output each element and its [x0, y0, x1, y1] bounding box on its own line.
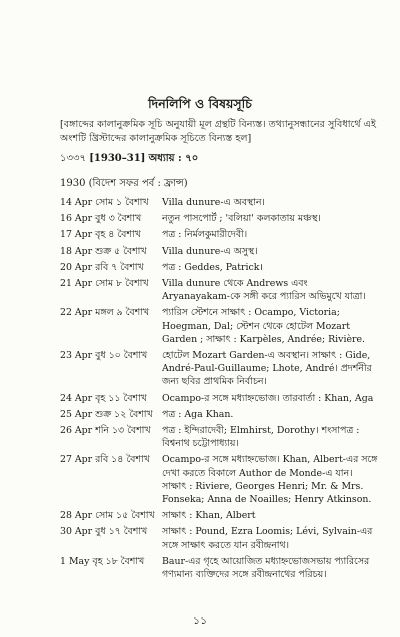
entry-text: সাক্ষাৎ : Pound, Ezra Loomis; Lévi, Sylvain-এর সঙ্গে সাক্ষাৎ করতে যান রবীন্দ্রনাথ।	[162, 526, 373, 551]
entry-date: 14 Apr সোম ১ বৈশাখ	[60, 197, 149, 208]
intro-note: [বঙ্গাব্দের কালানুক্রমিক সূচি অনুযায়ী মূল গ্রন্থটি বিন্যস্ত। তথ্যানুসন্ধানের সুবিধার্থে এই অংশটি খ্রিস্টাব্দের কালানুক্রমিক সূচিতে বিন্যস্ত হল]	[60, 119, 376, 144]
diary-entry	[60, 261, 378, 274]
entry-text: Villa dunure-এ অসুস্থ।	[162, 245, 258, 257]
entry-date: 25 Apr শুক্র ১২ বৈশাখ	[60, 408, 153, 420]
entry-text: Villa dunure থেকে Andrews এবং Aryanayakam-কে সঙ্গী করে প্যারিস অভিমুখে যাত্রা।	[162, 278, 366, 303]
entry-date: 1 May বৃহ ১৮ বৈশাখ	[60, 555, 145, 567]
diary-entries	[60, 196, 378, 584]
entry-date: 27 Apr রবি ১৪ বৈশাখ	[60, 454, 150, 466]
entry-date: 24 Apr বৃহ ১১ বৈশাখ	[60, 392, 147, 404]
entry-date: 28 Apr সোম ১৫ বৈশাখ	[60, 510, 155, 522]
entry-date: 22 Apr মঙ্গল ৯ বৈশাখ	[60, 307, 150, 319]
entry-text: সাক্ষাৎ : Khan, Albert	[162, 510, 256, 522]
diary-entry	[60, 509, 378, 522]
entry-text: পত্র : নির্মলকুমারীদেবী।	[162, 229, 248, 241]
diary-entry	[60, 196, 378, 209]
diary-entry	[60, 392, 378, 405]
diary-entry	[60, 228, 378, 241]
entry-text: হোটেল Mozart Garden-এ অবস্থান। সাক্ষাৎ : Gide, André-Paul-Guillaume; Lhote, André। প্রদর্শনীর জন্য ছবির প্রাথমিক নির্বাচন।	[162, 350, 372, 388]
diary-entry	[60, 424, 378, 450]
diary-entry	[60, 555, 378, 581]
diary-entry	[60, 212, 378, 225]
diary-entry	[60, 245, 378, 258]
page-title: দিনলিপি ও বিষয়সূচি	[148, 96, 252, 111]
entry-text: নতুন পাসপোর্ট ; 'বলিয়া' কলকাতায় মঞ্চস্থ।	[162, 213, 321, 225]
chapter-range: [1930–31]	[89, 153, 146, 164]
entry-text: Ocampo-র সঙ্গে মধ্যাহ্নভোজ। তারবার্তা : Khan, Aga	[162, 392, 374, 404]
entry-date: 17 Apr বৃহ ৪ বৈশাখ	[60, 229, 141, 241]
entry-text: Baur-এর গৃহে আয়োজিত মধ্যাহ্নভোজসভায় প্যারিসের গণ্যমান্য ব্যক্তিদের সঙ্গে রবীন্দ্রনাথের পরিচয়।	[162, 555, 370, 581]
section-heading: 1930 (বিদেশ সফর পর্ব : ফ্রান্স)	[60, 178, 188, 189]
diary-entry	[60, 408, 378, 421]
diary-entry	[60, 306, 378, 346]
entry-text: Ocampo-র সঙ্গে মধ্যাহ্নভোজ। Khan, Albert-এর সঙ্গে দেখা করতে বিকালে Author de Monde-এ যান। সাক্ষাৎ : Riviere, Georges Henri; Mr. & Mrs. Fonseka; Anna de Noailles; Henry Atkinson.	[162, 454, 378, 506]
entry-date: 18 Apr শুক্র ৫ বৈশাখ	[60, 245, 147, 257]
diary-entry	[60, 349, 378, 389]
chapter-label: অধ্যায় : ৭০	[148, 153, 199, 164]
diary-entry	[60, 525, 378, 551]
entry-date: 21 Apr সোম ৮ বৈশাখ	[60, 278, 149, 290]
entry-date: 16 Apr বুধ ৩ বৈশাখ	[60, 213, 142, 225]
entry-text: পত্র : Aga Khan.	[162, 408, 234, 420]
entry-date: 30 Apr বুধ ১৭ বৈশাখ	[60, 526, 148, 538]
entry-text: পত্র : Geddes, Patrick।	[162, 261, 263, 273]
entry-date: 20 Apr রবি ৭ বৈশাখ	[60, 261, 144, 273]
entry-date: 26 Apr শনি ১৩ বৈশাখ	[60, 425, 151, 437]
chapter-year: ১৩৩৭	[60, 153, 86, 164]
diary-entry	[60, 453, 378, 506]
chapter-heading	[60, 152, 378, 166]
entry-text: প্যারিস স্টেশনে সাক্ষাৎ : Ocampo, Victoria; Hoegman, Dal; স্টেশন থেকে হোটেল Mozart Garden ; সাক্ষাৎ : Karpèles, Andrée; Rivière.	[162, 307, 365, 345]
diary-entry	[60, 277, 378, 303]
entry-text: পত্র : ইন্দিরাদেবী; Elmhirst, Dorothy। শংসাপত্র : বিশ্বনাথ চট্টোপাধ্যায়।	[162, 425, 360, 450]
entry-date: 23 Apr বুধ ১০ বৈশাখ	[60, 350, 148, 362]
page-number: ১১	[192, 614, 208, 627]
entry-text: Villa dunure-এ অবস্থান।	[162, 197, 265, 208]
